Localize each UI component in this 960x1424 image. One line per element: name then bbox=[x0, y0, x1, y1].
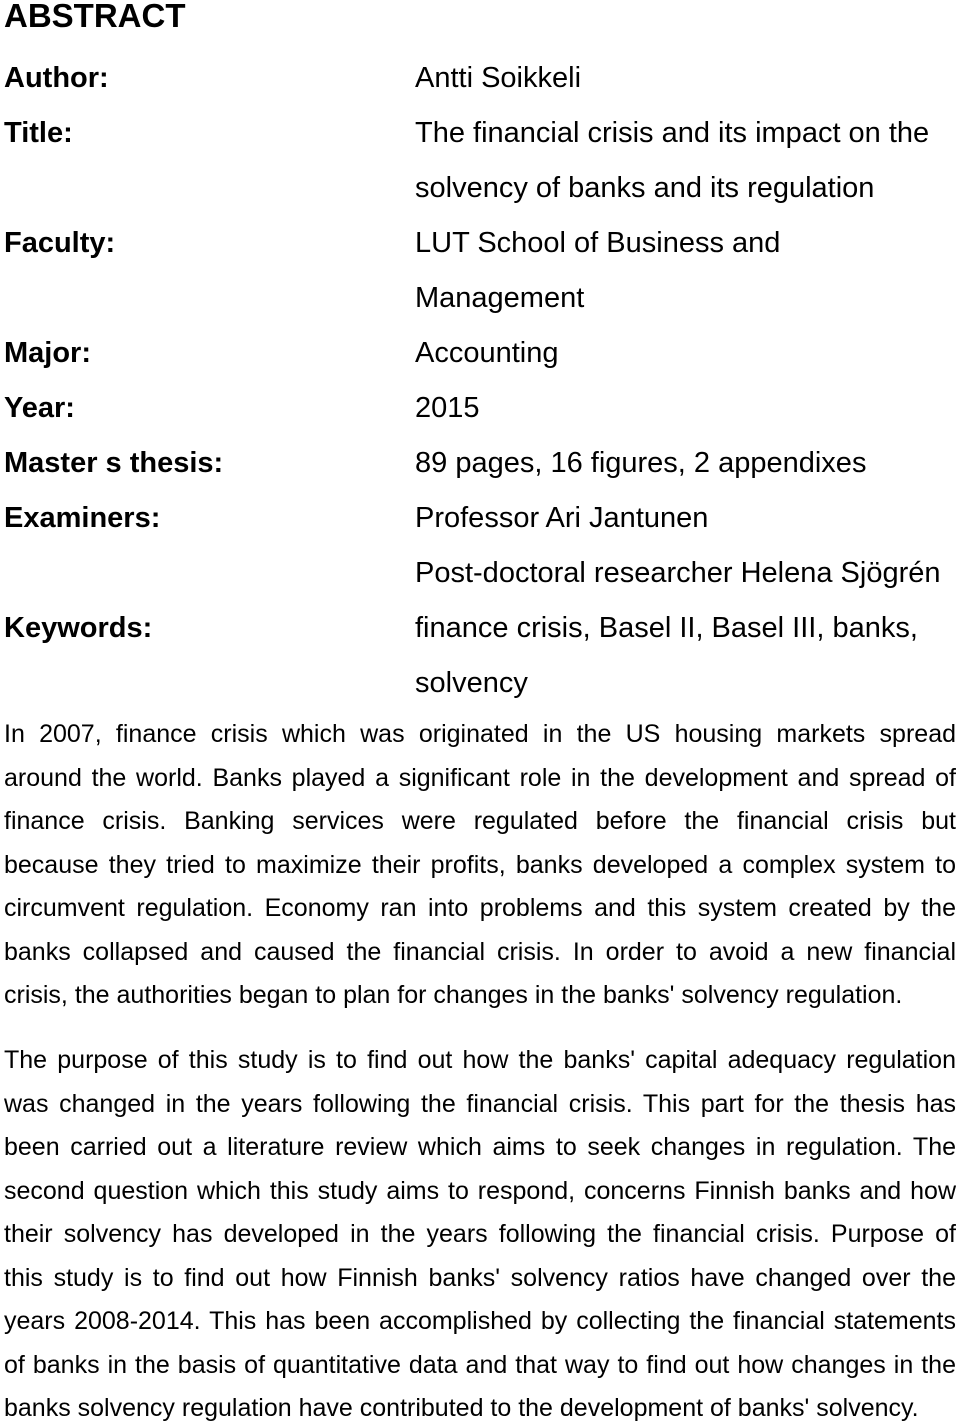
paragraph-line: The purpose of this study is to find out how the banks' capital adequacy regulation bbox=[4, 1046, 956, 1074]
meta-label-title: Title: bbox=[4, 117, 73, 149]
paragraph-line: because they tried to maximize their profits, banks developed a complex system to bbox=[4, 850, 956, 879]
meta-value-keywords-line-1: finance crisis, Basel II, Basel III, banks, bbox=[415, 612, 918, 644]
meta-values-masters-thesis bbox=[415, 436, 956, 491]
meta-value-faculty-line-2: Management bbox=[415, 282, 585, 314]
meta-label-year: Year: bbox=[4, 392, 75, 424]
meta-row-year bbox=[4, 381, 956, 436]
thesis-metadata bbox=[4, 51, 956, 711]
paragraph-line: been carried out a literature review which aims to seek changes in regulation. The bbox=[4, 1133, 956, 1161]
paragraph-line: banks solvency regulation have contributed to the development of banks' solvency. bbox=[4, 1394, 919, 1422]
paragraph-line: finance crisis. Banking services were regulated before the financial crisis but bbox=[4, 807, 956, 835]
paragraph-line: circumvent regulation. Economy ran into problems and this system created by the bbox=[4, 894, 956, 922]
meta-value-examiner-1: Professor Ari Jantunen bbox=[415, 502, 709, 534]
meta-row-examiners bbox=[4, 491, 956, 601]
paragraph-line: was changed in the years following the financial crisis. This part for the thesis has bbox=[4, 1089, 956, 1118]
meta-label-keywords: Keywords: bbox=[4, 612, 153, 644]
meta-row-keywords bbox=[4, 601, 956, 711]
meta-values-keywords bbox=[415, 601, 956, 711]
abstract-heading: ABSTRACT bbox=[4, 0, 186, 34]
meta-label-author: Author: bbox=[4, 62, 109, 94]
meta-value-keywords-line-2: solvency bbox=[415, 667, 528, 699]
paragraph-line: of banks in the basis of quantitative data and that way to find out how changes in the bbox=[4, 1350, 956, 1379]
paragraph-line: years 2008-2014. This has been accomplished by collecting the financial statements bbox=[4, 1307, 956, 1335]
meta-row-title bbox=[4, 106, 956, 216]
paragraph-line: In 2007, finance crisis which was originated in the US housing markets spread bbox=[4, 720, 956, 748]
meta-label-masters-thesis: Master s thesis: bbox=[4, 447, 224, 479]
meta-label-major: Major: bbox=[4, 337, 91, 369]
meta-row-masters-thesis bbox=[4, 436, 956, 491]
paragraph-line: second question which this study aims to respond, concerns Finnish banks and how bbox=[4, 1176, 956, 1205]
meta-values-year bbox=[415, 381, 956, 436]
paragraph-line: crisis, the authorities began to plan for changes in the banks' solvency regulation. bbox=[4, 981, 903, 1009]
meta-label-examiners: Examiners: bbox=[4, 502, 161, 534]
paragraph-line: banks collapsed and caused the financial crisis. In order to avoid a new financial bbox=[4, 937, 956, 966]
meta-row-major bbox=[4, 326, 956, 381]
abstract-paragraph-2 bbox=[4, 1045, 956, 1423]
meta-values-examiners bbox=[415, 491, 956, 601]
meta-row-faculty bbox=[4, 216, 956, 326]
paragraph-line: this study is to find out how Finnish banks' solvency ratios have changed over the bbox=[4, 1263, 956, 1292]
meta-values-author bbox=[415, 51, 956, 106]
meta-value-title-line-2: solvency of banks and its regulation bbox=[415, 172, 875, 204]
meta-values-faculty bbox=[415, 216, 956, 326]
meta-values-title bbox=[415, 106, 956, 216]
meta-label-faculty: Faculty: bbox=[4, 227, 116, 259]
meta-value-author: Antti Soikkeli bbox=[415, 62, 582, 94]
meta-value-faculty-line-1: LUT School of Business and bbox=[415, 227, 781, 259]
meta-value-year: 2015 bbox=[415, 392, 480, 424]
meta-value-title-line-1: The financial crisis and its impact on the bbox=[415, 117, 930, 149]
abstract-paragraph-1 bbox=[4, 719, 956, 1010]
meta-row-author bbox=[4, 51, 956, 106]
paragraph-line: around the world. Banks played a significant role in the development and spread of bbox=[4, 763, 956, 792]
meta-value-major: Accounting bbox=[415, 337, 559, 369]
meta-value-masters-thesis: 89 pages, 16 figures, 2 appendixes bbox=[415, 447, 867, 479]
meta-value-examiner-2: Post-doctoral researcher Helena Sjögrén bbox=[415, 557, 941, 589]
meta-values-major bbox=[415, 326, 956, 381]
paragraph-line: their solvency has developed in the years following the financial crisis. Purpose of bbox=[4, 1220, 956, 1248]
